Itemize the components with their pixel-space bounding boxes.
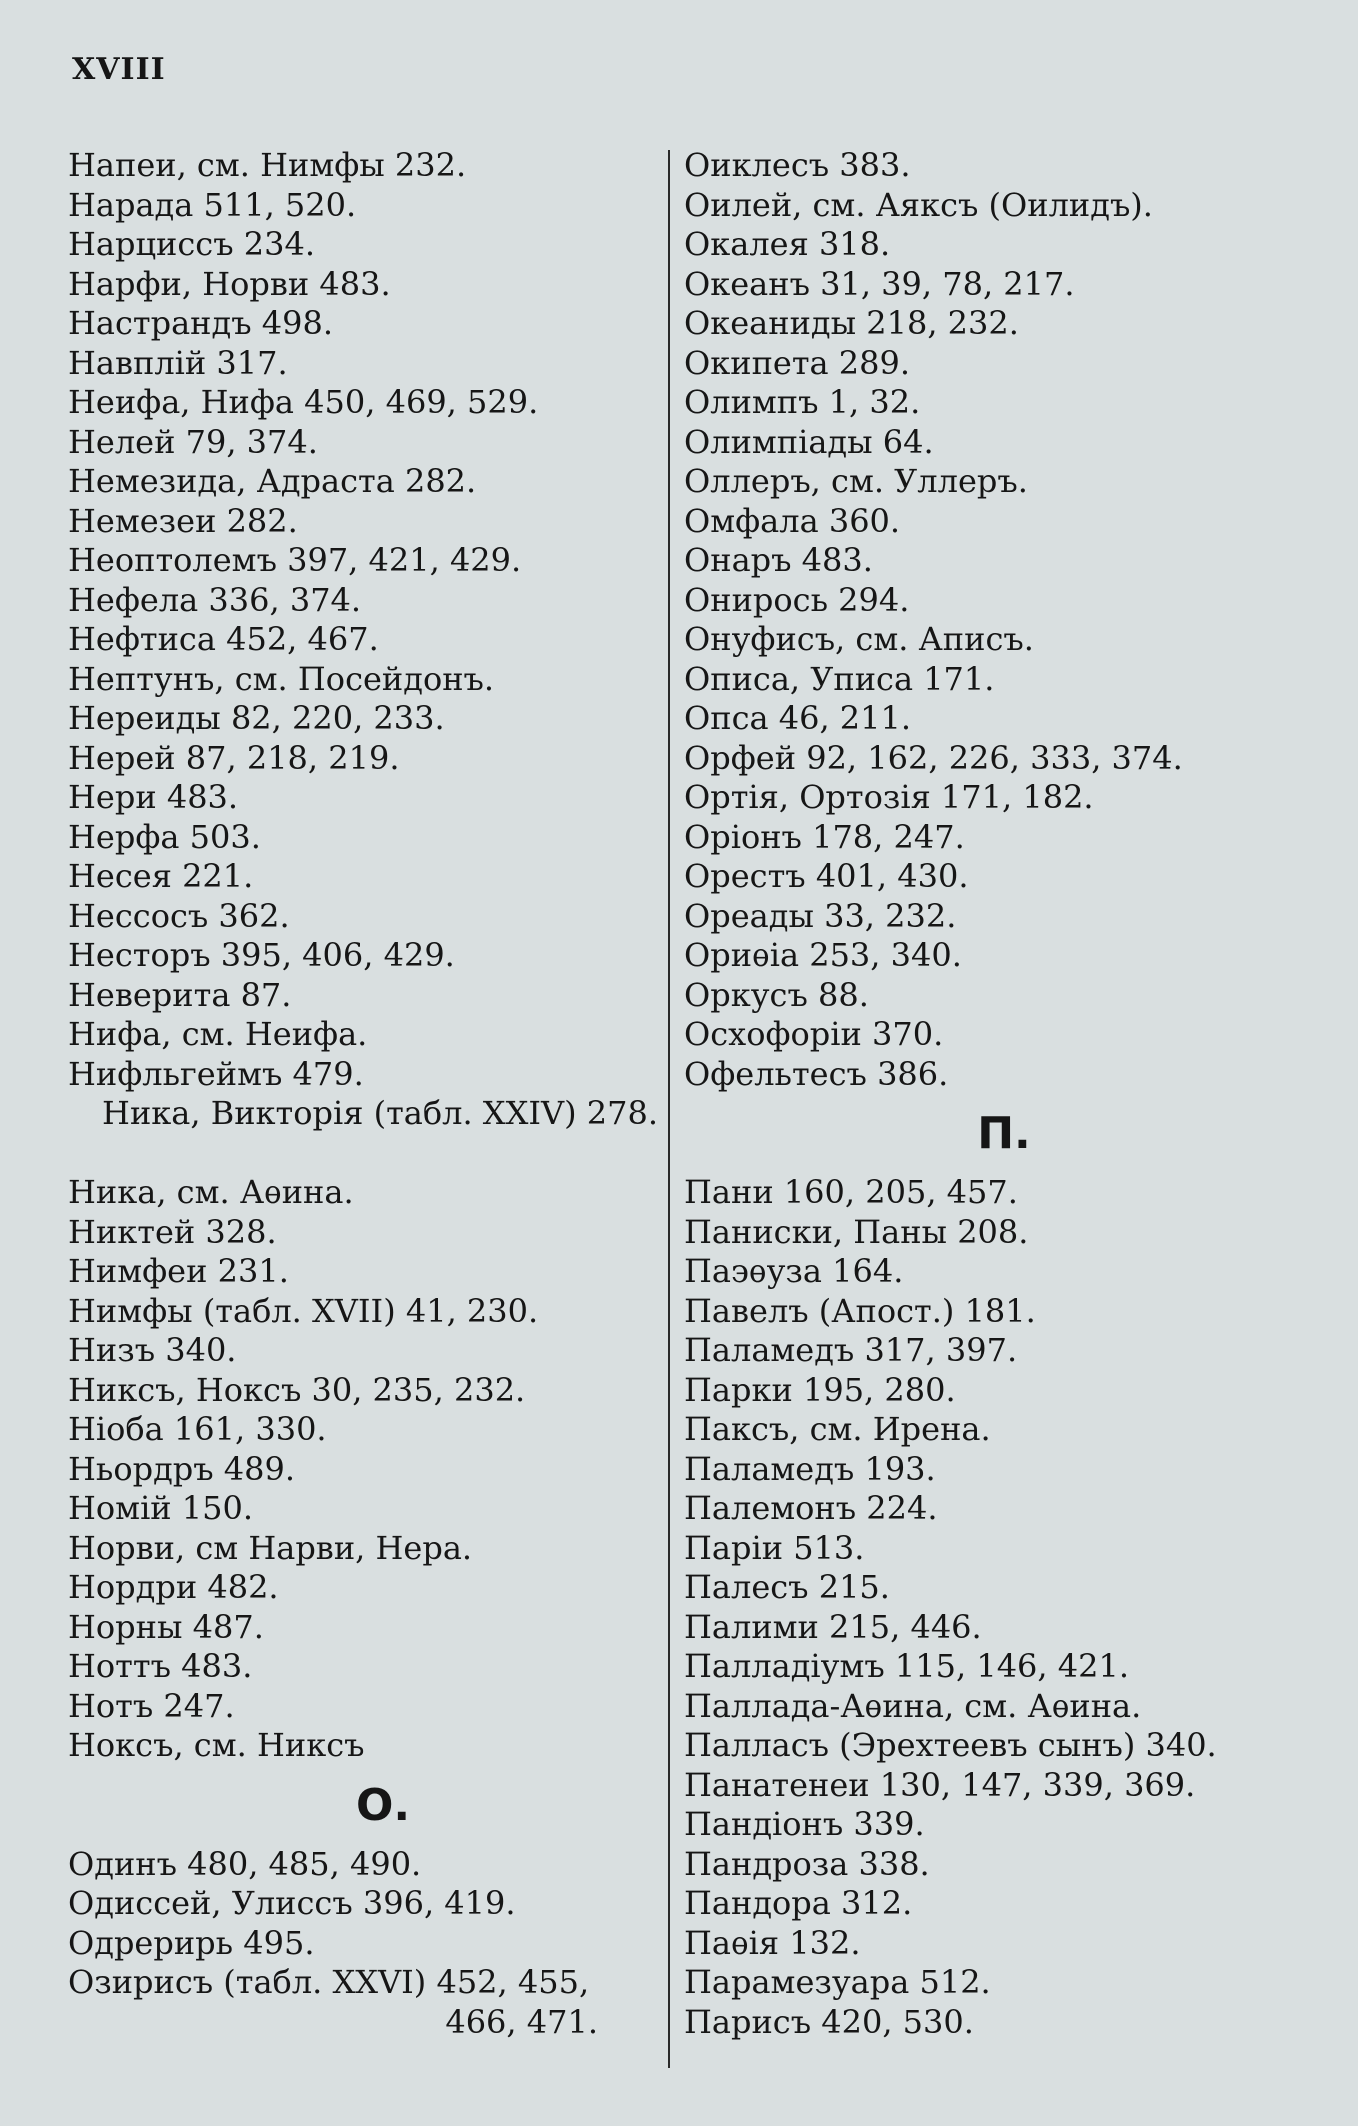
index-entry: Парисъ 420, 530. [684, 2002, 974, 2041]
index-entry: Палладіумъ 115, 146, 421. [684, 1647, 1129, 1685]
index-entry: Омфала 360. [684, 501, 901, 540]
index-entry: Низъ 340. [68, 1331, 237, 1369]
index-entry: Окалея 318. [684, 225, 891, 263]
index-entry: Паксъ, см. Ирена. [684, 1410, 991, 1448]
index-entry: Нелей 79, 374. [68, 422, 318, 461]
index-entry: Паріи 513. [684, 1528, 865, 1567]
column-divider [668, 150, 670, 2068]
index-entry: Онирось 294. [684, 580, 910, 619]
index-entry: Одинъ 480, 485, 490. [68, 1844, 422, 1883]
index-entry: Палласъ (Эрехтеевъ сынъ) 340. [684, 1726, 1217, 1764]
index-entry: Ореады 33, 232. [684, 896, 957, 935]
index-entry: Офельтесъ 386. [684, 1054, 949, 1093]
index-entry: Норны 487. [68, 1607, 264, 1646]
index-entry: Онуфисъ, см. Аписъ. [684, 620, 1034, 658]
index-entry: Одиссей, Улиссъ 396, 419. [68, 1884, 516, 1922]
index-entry: Нерей 87, 218, 219. [68, 738, 400, 777]
index-entry: Навплій 317. [68, 343, 288, 382]
section-letter-p: П. [977, 1108, 1031, 1159]
index-entry: Немезеи 282. [68, 501, 298, 540]
index-entry: Ника, см. Аѳина. [68, 1173, 354, 1211]
index-entry: Несея 221. [68, 857, 254, 895]
index-entry: Ноттъ 483. [68, 1647, 253, 1685]
index-entry: Нимфеи 231. [68, 1252, 289, 1290]
index-entry: Оиклесъ 383. [684, 146, 911, 184]
index-entry: Осхофоріи 370. [684, 1015, 944, 1053]
index-entry: Олимпіады 64. [684, 422, 934, 461]
index-entry: Нефтиса 452, 467. [68, 620, 379, 658]
index-entry: Нептунъ, см. Посейдонъ. [68, 659, 495, 698]
index-entry: Паэѳуза 164. [684, 1252, 904, 1290]
index-entry: Парки 195, 280. [684, 1370, 956, 1409]
index-entry: Никтей 328. [68, 1212, 277, 1251]
index-entry: Панатенеи 130, 147, 339, 369. [684, 1765, 1196, 1804]
index-entry: Паламедъ 317, 397. [684, 1331, 1018, 1369]
index-entry: Пандіонъ 339. [684, 1805, 925, 1843]
index-entry: Ноксъ, см. Никсъ [68, 1726, 365, 1764]
section-letter-o: О. [355, 1779, 411, 1831]
index-entry: Палими 215, 446. [684, 1607, 982, 1646]
index-entry: Нордри 482. [68, 1568, 279, 1606]
index-entry: Несторъ 395, 406, 429. [68, 936, 455, 974]
index-entry: Номій 150. [68, 1489, 254, 1527]
index-entry: Нереиды 82, 220, 233. [68, 699, 445, 737]
index-column-left [68, 146, 658, 2042]
index-entry: Паниски, Паны 208. [684, 1212, 1029, 1251]
index-entry: Пани 160, 205, 457. [684, 1173, 1018, 1211]
index-entry: Нарциссъ 234. [68, 225, 315, 263]
index-column-right [684, 146, 1324, 2042]
index-entry: Нотъ 247. [68, 1686, 235, 1725]
index-entry: Океанъ 31, 39, 78, 217. [684, 264, 1075, 303]
index-entry: Паламедъ 193. [684, 1449, 936, 1488]
index-entry: Описа, Уписа 171. [684, 659, 995, 698]
index-entry: Оріонъ 178, 247. [684, 817, 965, 856]
index-entry: Оркусъ 88. [684, 975, 869, 1014]
index-entry: Орестъ 401, 430. [684, 857, 969, 895]
index-entry: Неифа, Нифа 450, 469, 529. [68, 383, 539, 421]
index-entry: Нимфы (табл. XVII) 41, 230. [68, 1291, 539, 1330]
index-entry: Нефела 336, 374. [68, 580, 362, 619]
index-entry: Олимпъ 1, 32. [684, 383, 921, 421]
index-entry: Палесъ 215. [684, 1568, 890, 1606]
index-entry: Окипета 289. [684, 343, 911, 382]
index-entry: Нарфи, Норви 483. [68, 264, 391, 303]
index-entry: Немезида, Адраста 282. [68, 462, 477, 500]
index-entry: Нессосъ 362. [68, 896, 290, 935]
index-entry: Орфей 92, 162, 226, 333, 374. [684, 738, 1183, 777]
index-entry: Одрерирь 495. [68, 1923, 315, 1962]
index-entry: Никсъ, Ноксъ 30, 235, 232. [68, 1370, 526, 1409]
index-entry: Напеи, см. Нимфы 232. [68, 146, 467, 184]
index-entry-nika: Ника, Викторія (табл. XXIV) 278. [102, 1094, 658, 1132]
index-entry: Нифа, см. Неифа. [68, 1015, 368, 1053]
index-entry: Оллеръ, см. Уллеръ. [684, 462, 1028, 500]
index-entry: Настрандъ 498. [68, 304, 333, 342]
index-entry: Павелъ (Апост.) 181. [684, 1291, 1036, 1330]
index-entry: Норви, см Нарви, Нера. [68, 1528, 473, 1567]
index-entry: Океаниды 218, 232. [684, 304, 1019, 342]
index-entry: Неверита 87. [68, 975, 292, 1014]
index-entry: Ортія, Ортозія 171, 182. [684, 778, 1094, 816]
index-entry: Ніоба 161, 330. [68, 1410, 327, 1448]
page-number: XVIII [72, 52, 166, 87]
index-entry: Опса 46, 211. [684, 699, 912, 737]
index-entry: Пандора 312. [684, 1884, 913, 1922]
index-entry: Ньордръ 489. [68, 1449, 296, 1488]
index-entry: Оилей, см. Аяксъ (Оилидъ). [684, 185, 1153, 224]
index-entry: Нерфа 503. [68, 817, 261, 856]
index-entry: Онаръ 483. [684, 541, 873, 579]
index-entry: Пандроза 338. [684, 1844, 930, 1883]
index-entry: Нифльгеймъ 479. [68, 1054, 364, 1093]
index-entry: Нери 483. [68, 778, 239, 816]
index-entry: Палемонъ 224. [684, 1489, 938, 1527]
index-entry: Озирисъ (табл. XXVI) 452, 455, [68, 1963, 590, 2001]
index-entry-continuation: 466, 471. [445, 2002, 598, 2041]
index-entry: Паѳія 132. [684, 1923, 861, 1962]
index-entry: Неоптолемъ 397, 421, 429. [68, 541, 522, 579]
index-entry: Парамезуара 512. [684, 1963, 991, 2001]
index-entry: Нарада 511, 520. [68, 185, 357, 224]
index-entry: Паллада-Аѳина, см. Аѳина. [684, 1686, 1142, 1725]
index-entry: Ориѳіа 253, 340. [684, 936, 962, 974]
